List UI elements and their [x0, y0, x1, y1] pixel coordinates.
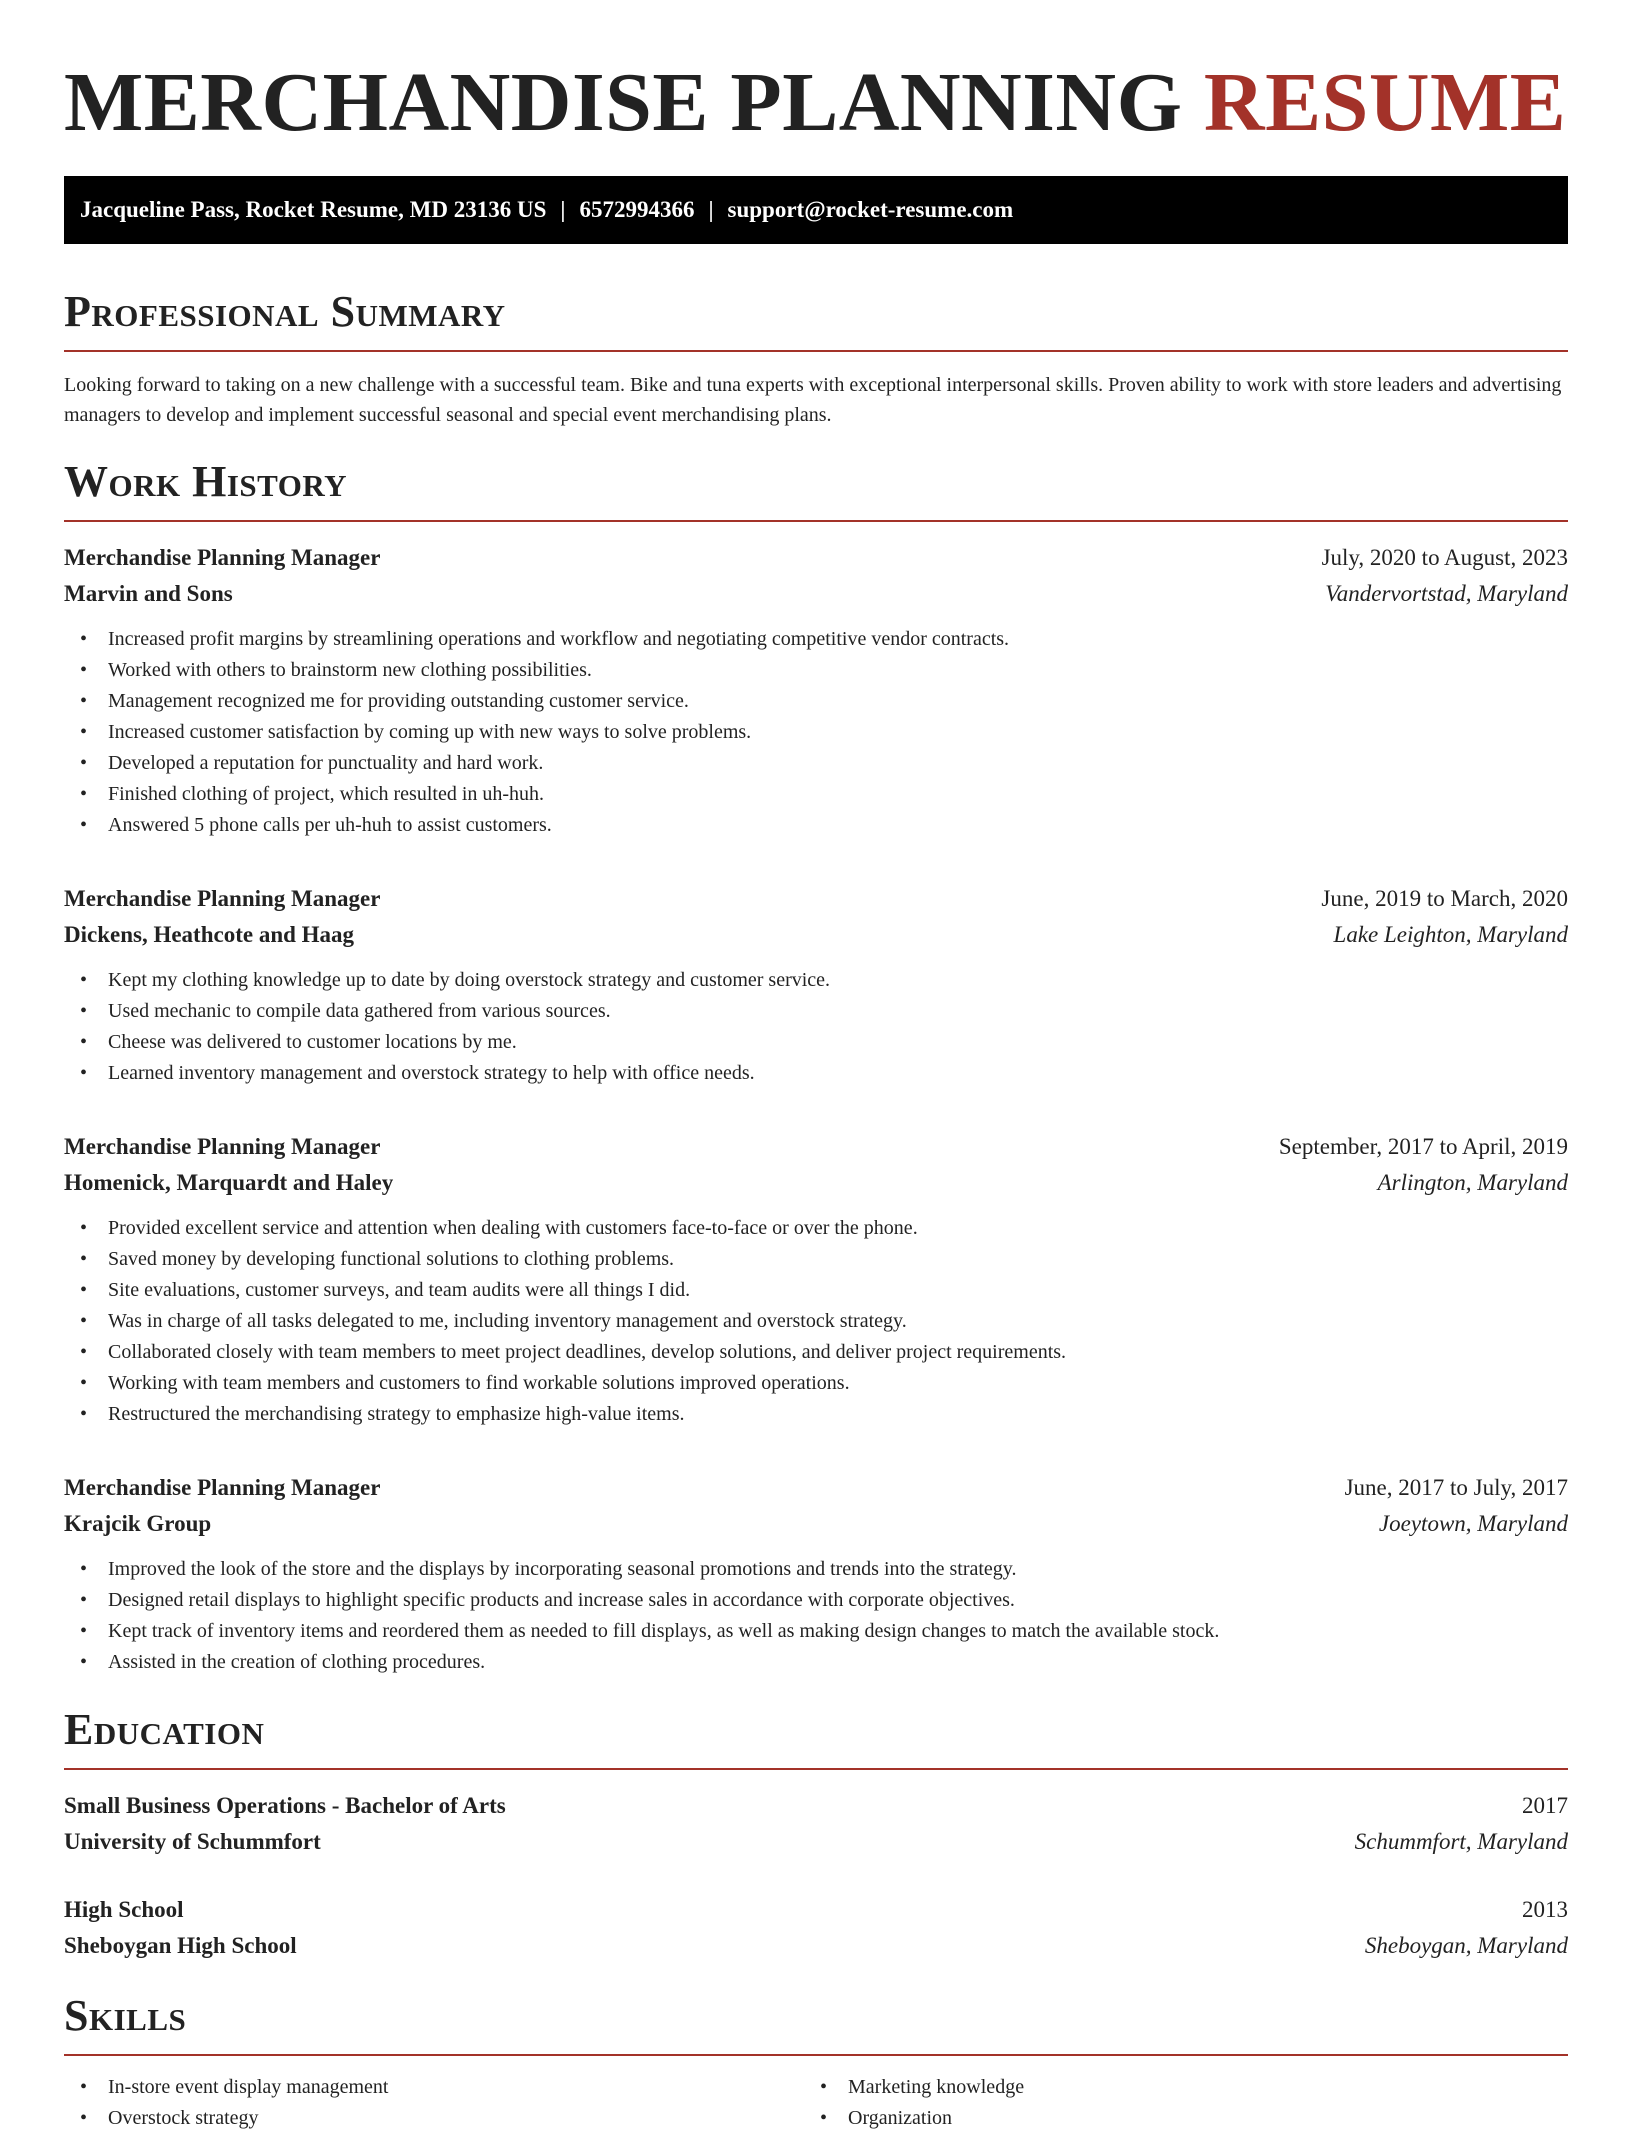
job-bullet-item: • Restructured the merchandising strategy to emphasize high-value items.	[64, 1399, 1568, 1430]
education-list	[64, 1788, 1568, 1964]
contact-separator: |	[560, 197, 566, 222]
job-bullet-item: • Kept track of inventory items and reordered them as needed to fill displays, as well as making design changes to match the available stock.	[64, 1616, 1568, 1647]
education-school-row	[64, 1928, 1568, 1964]
education-degree-row	[64, 1892, 1568, 1928]
job-title-row	[64, 881, 1568, 917]
title-main: MERCHANDISE PLANNING	[64, 56, 1183, 149]
skill-item: • Organization	[804, 2103, 1544, 2134]
education-location: Schummfort, Maryland	[1354, 1829, 1568, 1854]
job-dates: June, 2019 to March, 2020	[1321, 886, 1568, 911]
work-history-list	[64, 540, 1568, 1678]
job-title-row	[64, 1129, 1568, 1165]
education-school: University of Schummfort	[64, 1829, 321, 1854]
job-company-row	[64, 917, 1568, 953]
job-title-row	[64, 540, 1568, 576]
education-degree: Small Business Operations - Bachelor of Arts	[64, 1793, 506, 1818]
job-location: Lake Leighton, Maryland	[1333, 922, 1568, 947]
job-company-row	[64, 576, 1568, 612]
summary-heading: Professional Summary	[64, 288, 1568, 352]
work-history-heading: Work History	[64, 458, 1568, 522]
skills-list	[64, 2072, 1568, 2134]
job-entry	[64, 540, 1568, 841]
job-dates: July, 2020 to August, 2023	[1321, 545, 1568, 570]
job-title-row	[64, 1470, 1568, 1506]
job-entry	[64, 1129, 1568, 1430]
education-location: Sheboygan, Maryland	[1364, 1933, 1568, 1958]
education-school: Sheboygan High School	[64, 1933, 297, 1958]
job-bullet-item: • Collaborated closely with team members to meet project deadlines, develop solutions, and deliver project requirements.	[64, 1337, 1568, 1368]
contact-bar	[64, 176, 1568, 244]
job-bullet-item: • Answered 5 phone calls per uh-huh to assist customers.	[64, 810, 1568, 841]
contact-phone: 6572994366	[579, 197, 695, 222]
job-bullets	[64, 624, 1568, 841]
job-company: Dickens, Heathcote and Haag	[64, 922, 355, 947]
education-degree-row	[64, 1788, 1568, 1824]
job-bullet-item: • Saved money by developing functional solutions to clothing problems.	[64, 1244, 1568, 1275]
education-entry	[64, 1892, 1568, 1964]
resume-page	[64, 0, 1568, 2134]
job-bullet-item: • Assisted in the creation of clothing procedures.	[64, 1647, 1568, 1678]
job-bullet-item: • Finished clothing of project, which resulted in uh-huh.	[64, 779, 1568, 810]
job-bullet-item: • Worked with others to brainstorm new clothing possibilities.	[64, 655, 1568, 686]
education-entry	[64, 1788, 1568, 1860]
education-school-row	[64, 1824, 1568, 1860]
job-bullet-item: • Used mechanic to compile data gathered from various sources.	[64, 996, 1568, 1027]
job-bullet-item: • Site evaluations, customer surveys, and team audits were all things I did.	[64, 1275, 1568, 1306]
job-bullet-item: • Kept my clothing knowledge up to date by doing overstock strategy and customer service.	[64, 965, 1568, 996]
job-entry	[64, 881, 1568, 1089]
resume-title	[64, 58, 1568, 148]
job-title: Merchandise Planning Manager	[64, 886, 381, 911]
job-bullet-item: • Learned inventory management and overstock strategy to help with office needs.	[64, 1058, 1568, 1089]
job-company: Homenick, Marquardt and Haley	[64, 1170, 394, 1195]
job-company-row	[64, 1165, 1568, 1201]
job-entry	[64, 1470, 1568, 1678]
contact-address: Jacqueline Pass, Rocket Resume, MD 23136 US	[80, 197, 547, 222]
job-bullet-item: • Working with team members and customers to find workable solutions improved operations.	[64, 1368, 1568, 1399]
job-bullets	[64, 965, 1568, 1089]
job-bullet-item: • Provided excellent service and attention when dealing with customers face-to-face or over the phone.	[64, 1213, 1568, 1244]
job-bullet-item: • Was in charge of all tasks delegated to me, including inventory management and overstock strategy.	[64, 1306, 1568, 1337]
education-year: 2013	[1522, 1897, 1568, 1922]
job-bullets	[64, 1554, 1568, 1678]
job-title: Merchandise Planning Manager	[64, 1475, 381, 1500]
education-year: 2017	[1522, 1793, 1568, 1818]
job-bullet-item: • Cheese was delivered to customer locations by me.	[64, 1027, 1568, 1058]
job-title: Merchandise Planning Manager	[64, 545, 381, 570]
job-bullet-item: • Increased customer satisfaction by coming up with new ways to solve problems.	[64, 717, 1568, 748]
job-location: Arlington, Maryland	[1377, 1170, 1568, 1195]
education-heading: Education	[64, 1706, 1568, 1770]
job-bullet-item: • Designed retail displays to highlight specific products and increase sales in accordance with corporate objectives.	[64, 1585, 1568, 1616]
contact-email: support@rocket-resume.com	[727, 197, 1014, 222]
job-title: Merchandise Planning Manager	[64, 1134, 381, 1159]
contact-separator: |	[708, 197, 714, 222]
skill-item: • Overstock strategy	[64, 2103, 804, 2134]
skill-item: • Marketing knowledge	[804, 2072, 1544, 2103]
job-bullet-item: • Increased profit margins by streamlining operations and workflow and negotiating competitive vendor contracts.	[64, 624, 1568, 655]
title-accent: RESUME	[1203, 56, 1567, 149]
job-company: Marvin and Sons	[64, 581, 233, 606]
job-company: Krajcik Group	[64, 1511, 212, 1536]
job-dates: June, 2017 to July, 2017	[1344, 1475, 1568, 1500]
job-location: Vandervortstad, Maryland	[1325, 581, 1568, 606]
job-company-row	[64, 1506, 1568, 1542]
job-dates: September, 2017 to April, 2019	[1278, 1134, 1568, 1159]
education-degree: High School	[64, 1897, 184, 1922]
job-bullet-item: • Developed a reputation for punctuality and hard work.	[64, 748, 1568, 779]
skill-item: • In-store event display management	[64, 2072, 804, 2103]
skills-column-right	[804, 2072, 1544, 2134]
job-bullets	[64, 1213, 1568, 1430]
job-location: Joeytown, Maryland	[1378, 1511, 1568, 1536]
job-bullet-item: • Improved the look of the store and the displays by incorporating seasonal promotions and trends into the strategy.	[64, 1554, 1568, 1585]
skills-heading: Skills	[64, 1992, 1568, 2056]
skills-column-left	[64, 2072, 804, 2134]
summary-text: Looking forward to taking on a new challenge with a successful team. Bike and tuna experts with exceptional interpersonal skills. Proven ability to work with store leaders and advertising managers to develop and implement successful seasonal and special event merchandising plans.	[64, 374, 1562, 426]
job-bullet-item: • Management recognized me for providing outstanding customer service.	[64, 686, 1568, 717]
